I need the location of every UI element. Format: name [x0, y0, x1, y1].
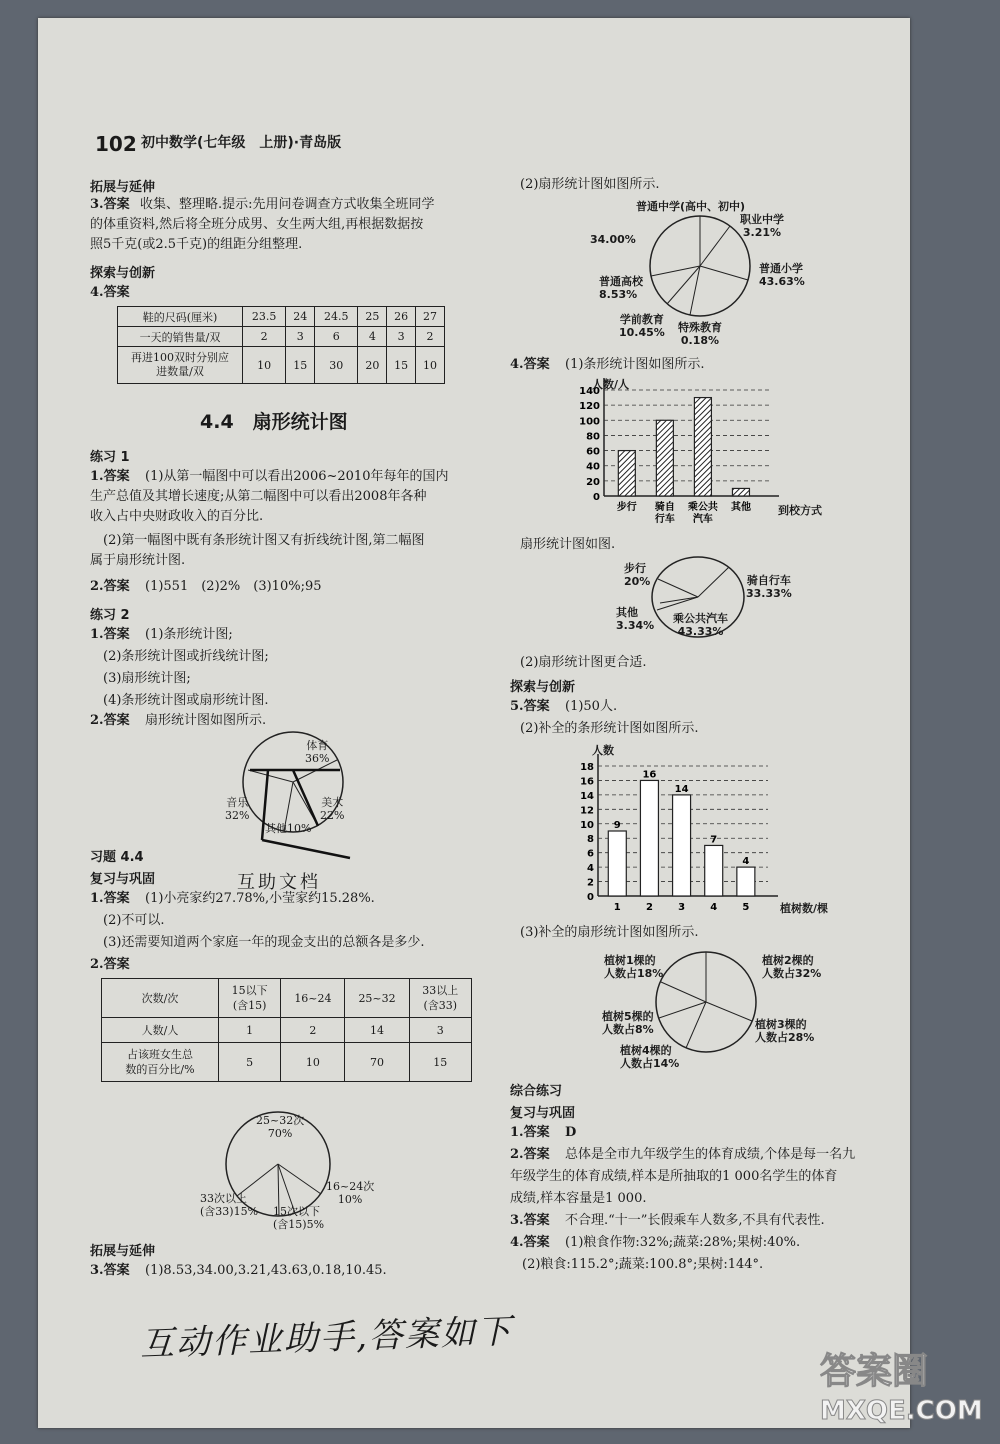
bar [694, 398, 711, 496]
answer-label: 1.答案 [90, 627, 130, 642]
answer-line: (3)扇形统计图; [103, 671, 191, 686]
answer-line: (1)从第一幅图中可以看出2006~2010年每年的国内 [145, 469, 449, 484]
y-tick-label: 40 [586, 461, 600, 473]
table-cell: 10 [281, 1043, 345, 1082]
pie-label: 特殊教育 0.18% [678, 321, 722, 347]
table-cell: 70 [345, 1043, 409, 1082]
answer-line: (2)不可以. [103, 913, 165, 928]
bar [656, 420, 673, 496]
answer-line: 总体是全市九年级学生的体育成绩,个体是每一名九 [565, 1147, 856, 1162]
y-tick-label: 100 [579, 416, 600, 428]
answer-line: 生产总值及其增长速度;从第二幅图中可以看出2008年各种 [90, 489, 427, 504]
data-label: 4 [742, 856, 750, 868]
answer-line: 年级学生的体育成绩,样本是所抽取的1 000名学生的体育 [510, 1169, 838, 1184]
bar [737, 867, 755, 896]
table-cell: 10 [416, 347, 445, 384]
y-tick-label: 2 [587, 877, 594, 889]
pie-label: 学前教育 10.45% [619, 313, 665, 339]
data-label: 9 [613, 820, 621, 831]
y-tick-label: 10 [580, 819, 594, 831]
table-cell: 鞋的尺码(厘米) [118, 307, 243, 327]
answer-line: (3)补全的扇形统计图如图所示. [520, 925, 699, 940]
data-label: 16 [642, 769, 657, 781]
pie-label: 乘公共汽车 43.33% [673, 612, 728, 638]
pie-label: 职业中学 3.21% [740, 213, 784, 239]
section-heading: 拓展与延伸 [90, 1244, 156, 1259]
answer-line: (2)补全的条形统计图如图所示. [520, 721, 699, 736]
answer-label: 4.答案 [510, 357, 550, 372]
answer-label: 3.答案 [510, 1213, 550, 1228]
chart-xlabel: 到校方式 [778, 504, 822, 517]
table-cell: 3 [286, 327, 315, 347]
table-cell: 23.5 [243, 307, 286, 327]
table-cell: 2 [416, 327, 445, 347]
table-cell: 15 [409, 1043, 471, 1082]
answer-label: 2.答案 [90, 957, 130, 972]
shoe-size-table [117, 306, 445, 384]
page-header-title: 初中数学(七年级 上册)·青岛版 [141, 135, 342, 151]
x-tick-label: 其他 [730, 502, 751, 513]
answer-line: 的体重资料,然后将全班分成男、女生两大组,再根据数据按 [90, 217, 424, 232]
pie-label: 骑自行车 33.33% [746, 574, 792, 600]
table-cell: 4 [358, 327, 387, 347]
table-cell: 20 [358, 347, 387, 384]
chart-ylabel: 人数/人 [592, 378, 630, 391]
pie-label: 植树3棵的 人数占28% [755, 1018, 815, 1044]
x-tick-label: 乘公共 [687, 502, 718, 513]
section-heading: 探索与创新 [510, 680, 576, 695]
x-tick-label: 1 [613, 902, 621, 913]
bar [673, 795, 691, 896]
answer-label: 4.答案 [510, 1235, 550, 1250]
table-row [118, 327, 445, 347]
table-row [118, 347, 445, 384]
y-tick-label: 140 [579, 386, 600, 397]
table-row [102, 1018, 472, 1043]
answer-line: (3)还需要知道两个家庭一年的现金支出的总额各是多少. [103, 935, 425, 950]
pie-label: 植树4棵的 人数占14% [620, 1044, 680, 1070]
chart-ylabel: 人数 [592, 744, 614, 757]
handwritten-note: 互动作业助手,答案如下 [139, 1311, 514, 1365]
answer-line: 属于扇形统计图. [90, 553, 186, 568]
table-cell: 占该班女生总 数的百分比/% [102, 1043, 219, 1082]
pie-label: 其他 3.34% [616, 606, 655, 632]
y-tick-label: 14 [580, 790, 594, 802]
answer-line: (1)8.53,34.00,3.21,43.63,0.18,10.45. [145, 1263, 387, 1278]
table-cell: 一天的销售量/双 [118, 327, 243, 347]
pie-label: 其他10% [265, 822, 312, 835]
answer-label: 2.答案 [510, 1147, 550, 1162]
exercise-heading: 习题 4.4 [90, 850, 144, 865]
pie-label: 美术 22% [320, 796, 345, 822]
answer-line: (1)条形统计图如图所示. [565, 357, 705, 372]
pie-label: 普通小学 43.63% [759, 262, 805, 288]
answer-line: (4)条形统计图或扇形统计图. [103, 693, 269, 708]
y-tick-label: 4 [587, 863, 594, 875]
x-tick-label: 5 [742, 902, 750, 913]
y-tick-label: 120 [579, 401, 600, 413]
table-cell: 3 [409, 1018, 471, 1043]
table-cell: 次数/次 [102, 979, 219, 1018]
pie-label: 34.00% [590, 233, 636, 246]
y-tick-label: 20 [586, 476, 600, 488]
section-heading: 复习与巩固 [510, 1106, 576, 1121]
answer-line: (1)粮食作物:32%;蔬菜:28%;果树:40%. [565, 1235, 801, 1250]
table-cell: 人数/人 [102, 1018, 219, 1043]
x-tick-label: 步行 [616, 502, 637, 513]
answer-line: 不合理.“十一”长假乘车人数多,不具有代表性. [565, 1213, 825, 1228]
table-cell: 15 [286, 347, 315, 384]
table-cell: 24 [286, 307, 315, 327]
pie-label: 音乐 32% [225, 796, 250, 822]
watermark-logo: 答案圈 [820, 1351, 929, 1392]
table-cell: 15以下 (含15) [219, 979, 281, 1018]
bar [618, 451, 635, 496]
table-cell: 30 [315, 347, 358, 384]
table-cell: 再进100双时分别应 进数量/双 [118, 347, 243, 384]
section-heading: 探索与创新 [90, 266, 156, 281]
y-tick-label: 0 [587, 892, 594, 903]
y-tick-label: 6 [587, 848, 594, 860]
y-tick-label: 80 [586, 431, 600, 443]
answer-label: 4.答案 [90, 285, 130, 300]
table-cell: 26 [387, 307, 416, 327]
section-title: 4.4 扇形统计图 [200, 411, 348, 433]
x-tick-label: 3 [678, 902, 686, 913]
answer-line: (1)小亮家约27.78%,小莹家约15.28%. [145, 891, 375, 906]
pie-label: 植树5棵的 人数占8% [602, 1010, 654, 1036]
table-cell: 6 [315, 327, 358, 347]
bar [705, 845, 723, 896]
exercise-heading: 练习 2 [90, 608, 130, 623]
table-row [102, 1043, 472, 1082]
pie-label: 25~32次 70% [256, 1114, 305, 1140]
y-tick-label: 12 [580, 805, 594, 817]
table-cell: 15 [387, 347, 416, 384]
pie-chart-trees [0, 0, 1, 1]
table-cell: 33以上 (含33) [409, 979, 471, 1018]
table-cell: 1 [219, 1018, 281, 1043]
page-number: 102 [95, 132, 137, 156]
pie-label: 植树1棵的 人数占18% [604, 954, 664, 980]
bar [732, 488, 749, 496]
section-heading: 综合练习 [510, 1084, 563, 1099]
answer-line: D [565, 1125, 577, 1140]
y-tick-label: 16 [580, 776, 594, 788]
data-label: 7 [710, 834, 718, 846]
answer-line: 照5千克(或2.5千克)的组距分组整理. [90, 237, 303, 252]
table-cell: 27 [416, 307, 445, 327]
table-cell: 2 [281, 1018, 345, 1043]
table-cell: 14 [345, 1018, 409, 1043]
answer-label: 2.答案 [90, 579, 130, 594]
x-tick-label: 4 [710, 902, 718, 913]
pie-label: 步行 20% [624, 562, 651, 588]
answer-line: (1)条形统计图; [145, 627, 233, 642]
answer-line: (2)条形统计图或折线统计图; [103, 649, 269, 664]
table-cell: 16~24 [281, 979, 345, 1018]
table-cell: 25~32 [345, 979, 409, 1018]
table-row [118, 307, 445, 327]
answer-line: 扇形统计图如图所示. [145, 713, 267, 728]
table-cell: 5 [219, 1043, 281, 1082]
table-row [102, 979, 472, 1018]
y-tick-label: 18 [580, 762, 594, 773]
answer-label: 3.答案 [90, 1263, 130, 1278]
table-cell: 2 [243, 327, 286, 347]
answer-line: 收集、整理略.提示:先用问卷调查方式收集全班同学 [140, 197, 435, 212]
x-tick-label: 汽车 [692, 514, 713, 525]
answer-label: 1.答案 [90, 469, 130, 484]
section-heading: 复习与巩固 [90, 872, 156, 887]
bar [640, 780, 658, 896]
answer-label: 3.答案 [90, 197, 130, 212]
x-tick-label: 行车 [654, 514, 675, 525]
bar [608, 831, 626, 896]
answer-label: 5.答案 [510, 699, 550, 714]
answer-line: 扇形统计图如图. [520, 537, 616, 552]
y-tick-label: 0 [593, 492, 600, 503]
table-cell: 25 [358, 307, 387, 327]
pie-label: 33次以上 (含33)15% [200, 1192, 259, 1218]
table-cell: 10 [243, 347, 286, 384]
x-tick-label: 2 [645, 902, 653, 913]
answer-line: (2)扇形统计图如图所示. [520, 177, 660, 192]
pie-label: 植树2棵的 人数占32% [762, 954, 822, 980]
pie-label: 15次以下 (含15)5% [273, 1205, 325, 1231]
table-cell: 24.5 [315, 307, 358, 327]
table-cell: 3 [387, 327, 416, 347]
answer-label: 1.答案 [510, 1125, 550, 1140]
data-label: 14 [674, 783, 689, 795]
answer-line: (1)551 (2)2% (3)10%;95 [145, 579, 322, 594]
pie-label: 体育 36% [305, 739, 330, 765]
pie-label: 普通中学(高中、初中) [636, 200, 746, 213]
answer-label: 1.答案 [90, 891, 130, 906]
pie-label: 普通高校 8.53% [599, 275, 643, 301]
y-tick-label: 8 [587, 834, 594, 846]
answer-line: (2)第一幅图中既有条形统计图又有折线统计图,第二幅图 [103, 533, 425, 548]
exercise-count-table [101, 978, 472, 1082]
section-heading: 拓展与延伸 [90, 180, 156, 195]
watermark-url: MXQE.COM [820, 1396, 983, 1426]
chart-xlabel: 植树数/棵 [780, 902, 829, 915]
stamp-text: 互助文档 [237, 872, 321, 893]
answer-line: 成绩,样本容量是1 000. [510, 1191, 647, 1206]
answer-line: (1)50人. [565, 699, 618, 714]
x-tick-label: 骑自 [654, 502, 675, 513]
answer-label: 2.答案 [90, 713, 130, 728]
y-tick-label: 60 [586, 446, 600, 458]
pie-label: 16~24次 10% [326, 1180, 375, 1206]
answer-line: (2)扇形统计图更合适. [520, 655, 647, 670]
answer-line: (2)粮食:115.2°;蔬菜:100.8°;果树:144°. [522, 1257, 764, 1272]
exercise-heading: 练习 1 [90, 450, 130, 465]
answer-line: 收入占中央财政收入的百分比. [90, 509, 264, 524]
